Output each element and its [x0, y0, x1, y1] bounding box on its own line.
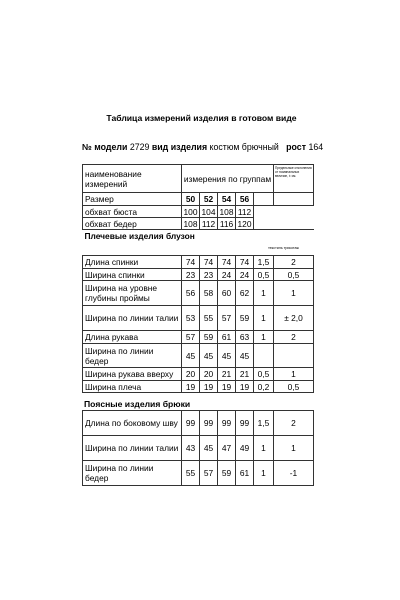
tolerance-type-header: текстиль трикотаж [268, 246, 299, 250]
tolerance-cell: 1 [274, 436, 314, 461]
table-row [83, 306, 314, 331]
size-value-cell: 23 [200, 269, 218, 281]
row-name: Ширина по линии бедер [83, 344, 182, 368]
size-value-cell: 59 [218, 461, 236, 486]
size-value-cell: 19 [236, 381, 254, 393]
tolerance-cell [254, 344, 274, 368]
section-title-tops: Плечевые изделия блузон [83, 230, 314, 243]
size-value-cell: 23 [182, 269, 200, 281]
tolerance-cell: 2 [274, 411, 314, 436]
tolerance-cell: 2 [274, 256, 314, 269]
tolerance-cell: 1 [254, 461, 274, 486]
size-value-cell: 58 [200, 281, 218, 306]
size-value-cell: 57 [200, 461, 218, 486]
size-value-cell: 45 [200, 344, 218, 368]
size-value-cell: 74 [200, 256, 218, 269]
cell: 120 [236, 218, 254, 230]
row-name: Ширина плеча [83, 381, 182, 393]
size-value-cell: 45 [182, 344, 200, 368]
size-value-cell: 59 [236, 306, 254, 331]
trousers-table [82, 410, 314, 486]
size-value-cell: 49 [236, 436, 254, 461]
size-value-cell: 63 [236, 331, 254, 344]
table-row [83, 344, 314, 368]
table-row [83, 256, 314, 269]
model-label: № модели [82, 142, 128, 152]
row-name: Длина спинки [83, 256, 182, 269]
size-value-cell: 53 [182, 306, 200, 331]
size-value-cell: 24 [236, 269, 254, 281]
size-value-cell: 20 [200, 368, 218, 381]
size-value-cell: 61 [218, 331, 236, 344]
table-row [83, 281, 314, 306]
size-value-cell: 20 [182, 368, 200, 381]
tolerance-cell: 0,5 [254, 368, 274, 381]
tolerance-cell: 0,2 [254, 381, 274, 393]
tolerance-cell: ± 2,0 [274, 306, 314, 331]
table-row [83, 411, 314, 436]
size-value-cell: 56 [182, 281, 200, 306]
size-50: 50 [182, 193, 200, 206]
size-56: 56 [236, 193, 254, 206]
size-value-cell: 55 [200, 306, 218, 331]
size-value-cell: 21 [218, 368, 236, 381]
table-row [83, 218, 314, 230]
size-value-cell: 45 [236, 344, 254, 368]
tolerance-cell: 1 [254, 281, 274, 306]
tops-table [82, 255, 314, 393]
tolerance-cell: 1 [254, 331, 274, 344]
header-table [82, 164, 314, 255]
size-value-cell: 19 [200, 381, 218, 393]
row-name: обхват бюста [83, 206, 182, 218]
size-value-cell: 99 [200, 411, 218, 436]
section-title-trousers: Поясные изделия брюки [84, 399, 191, 409]
size-value-cell: 62 [236, 281, 254, 306]
size-value-cell: 19 [218, 381, 236, 393]
size-label: Размер [83, 193, 182, 206]
measurement-name-header: наименование измерений [83, 165, 182, 193]
model-line [82, 140, 322, 154]
table-row [83, 381, 314, 393]
row-name: обхват бедер [83, 218, 182, 230]
table-row [83, 461, 314, 486]
tolerance-cell: 0,5 [274, 381, 314, 393]
table-row [83, 368, 314, 381]
table-row [83, 269, 314, 281]
tolerance-note: Предельные отклонения от номинальных величин, ± см. [274, 165, 314, 193]
size-value-cell: 61 [236, 461, 254, 486]
size-value-cell: 99 [218, 411, 236, 436]
size-value-cell: 59 [200, 331, 218, 344]
tolerance-cell: 1 [254, 436, 274, 461]
row-name: Ширина по линии талии [83, 306, 182, 331]
height-value: 164 [308, 142, 324, 152]
cell: 112 [200, 218, 218, 230]
cell: 116 [218, 218, 236, 230]
tolerance-cell: 0,5 [254, 269, 274, 281]
cell: 108 [182, 218, 200, 230]
row-name: Длина рукава [83, 331, 182, 344]
groups-header: измерения по группам [182, 165, 274, 193]
size-value-cell: 57 [182, 331, 200, 344]
height-label: рост [286, 142, 307, 152]
size-value-cell: 74 [236, 256, 254, 269]
tolerance-cell: 1 [254, 306, 274, 331]
cell: 112 [236, 206, 254, 218]
size-value-cell: 99 [182, 411, 200, 436]
size-value-cell: 21 [236, 368, 254, 381]
size-value-cell: 47 [218, 436, 236, 461]
size-value-cell: 74 [218, 256, 236, 269]
tolerance-cell: 1,5 [254, 411, 274, 436]
table-row [83, 436, 314, 461]
product-type-label: вид изделия [151, 142, 208, 152]
product-type-value: костюм брючный [209, 142, 279, 152]
tolerance-cell: 1,5 [254, 256, 274, 269]
size-value-cell: 19 [182, 381, 200, 393]
size-value-cell: 45 [200, 436, 218, 461]
row-name: Ширина спинки [83, 269, 182, 281]
size-value-cell: 57 [218, 306, 236, 331]
tolerance-cell: 0,5 [274, 269, 314, 281]
cell: 108 [218, 206, 236, 218]
row-name: Ширина рукава вверху [83, 368, 182, 381]
tolerance-cell: 1 [274, 281, 314, 306]
size-value-cell: 99 [236, 411, 254, 436]
row-name: Ширина по линии бедер [83, 461, 182, 486]
table-title: Таблица измерений изделия в готовом виде [106, 113, 297, 123]
cell: 104 [200, 206, 218, 218]
size-value-cell: 24 [218, 269, 236, 281]
tolerance-cell: 1 [274, 368, 314, 381]
cell: 100 [182, 206, 200, 218]
size-value-cell: 45 [218, 344, 236, 368]
size-value-cell: 55 [182, 461, 200, 486]
size-value-cell: 74 [182, 256, 200, 269]
size-54: 54 [218, 193, 236, 206]
row-name: Ширина по линии талии [83, 436, 182, 461]
table-row [83, 206, 314, 218]
size-value-cell: 43 [182, 436, 200, 461]
model-number: 2729 [129, 142, 150, 152]
tolerance-cell: -1 [274, 461, 314, 486]
size-52: 52 [200, 193, 218, 206]
row-name: Длина по боковому шву [83, 411, 182, 436]
size-value-cell: 60 [218, 281, 236, 306]
table-row [83, 331, 314, 344]
row-name: Ширина на уровне глубины проймы [83, 281, 182, 306]
tolerance-cell [274, 344, 314, 368]
tolerance-cell: 2 [274, 331, 314, 344]
